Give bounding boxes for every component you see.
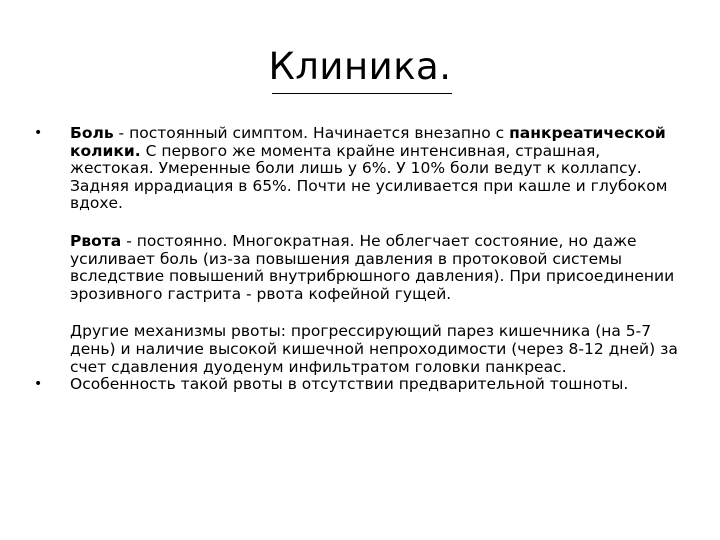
paragraph-pain xyxy=(34,124,685,213)
vomiting-text: - постоянно. Многократная. Не облегчает состояние, но даже усиливает боль (из-за повышения давления в протоковой системы вследствие повышений внутрибрюшного давления). При присоединении эрозивного гастрита - рвота кофейной гущей. xyxy=(70,231,675,303)
bullet-marker: • xyxy=(34,125,43,141)
bullet-marker: • xyxy=(34,376,43,393)
title-underline xyxy=(272,93,452,94)
term-vomiting: Рвота xyxy=(70,231,122,250)
term-colic: панкреатической колики. xyxy=(70,124,666,160)
pain-text-2: С первого же момента крайне интенсивная, страшная, жестокая. Умеренные боли лишь у 6%. У 10% боли ведут к коллапсу. Задняя иррадиация в 65%. Почти не усиливается при кашле и глубоком вдохе. xyxy=(70,141,668,213)
slide-body xyxy=(34,124,685,394)
paragraph-vomiting xyxy=(70,233,685,303)
pain-text-1: - постоянный симптом. Начинается внезапно с xyxy=(113,124,510,142)
term-pain: Боль xyxy=(70,124,114,142)
paragraph-feature xyxy=(34,375,685,394)
slide-title: Клиника. xyxy=(268,45,452,88)
paragraph-mechanisms xyxy=(70,323,685,376)
mechanisms-text: Другие механизмы рвоты: прогрессирующий парез кишечника (на 5-7 день) и наличие высокой кишечной непроходимости (через 8-12 дней) за счет сдавления дуоденум инфильтратом головки панкреас. xyxy=(70,322,678,376)
feature-text: Особенность такой рвоты в отсутствии предварительной тошноты. xyxy=(70,375,629,394)
